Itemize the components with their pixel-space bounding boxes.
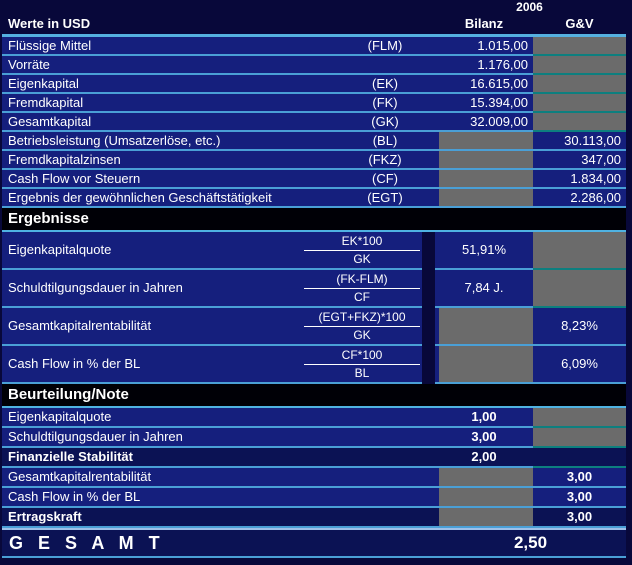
total-row	[2, 528, 626, 558]
locked-cell	[533, 37, 626, 56]
row-label: Gesamtkapitalrentabilität	[2, 468, 435, 488]
ratio-row	[2, 308, 626, 346]
financial-analysis-table	[2, 0, 626, 558]
row-label: Ergebnis der gewöhnlichen Geschäftstätigkeit	[2, 189, 335, 208]
row-code: (GK)	[335, 113, 435, 132]
locked-cell	[533, 270, 626, 308]
row-code: (FKZ)	[335, 151, 435, 170]
rating-row	[2, 408, 626, 428]
gv-value-cell[interactable]: 347,00	[533, 151, 626, 170]
locked-cell	[435, 170, 533, 189]
total-value: 2,50	[513, 533, 548, 552]
rating-value-cell: 3,00	[533, 468, 626, 488]
formula-fraction	[302, 232, 422, 270]
locked-cell	[435, 508, 533, 528]
row-label: Cash Flow in % der BL	[2, 488, 435, 508]
locked-cell	[435, 346, 533, 384]
formula-denominator: GK	[353, 327, 371, 342]
row-label: Cash Flow vor Steuern	[2, 170, 335, 189]
gv-value-cell[interactable]: 2.286,00	[533, 189, 626, 208]
row-code: (CF)	[335, 170, 435, 189]
row-label: Gesamtkapitalrentabilität	[2, 308, 302, 346]
row-label: Betriebsleistung (Umsatzerlöse, etc.)	[2, 132, 335, 151]
locked-cell	[435, 308, 533, 346]
rating-subtotal-row	[2, 508, 626, 528]
rating-row	[2, 428, 626, 448]
row-code: (EGT)	[335, 189, 435, 208]
row-label: Eigenkapitalquote	[2, 232, 302, 270]
row-label: Eigenkapitalquote	[2, 408, 435, 428]
table-row	[2, 37, 626, 56]
table-row	[2, 170, 626, 189]
ratio-row	[2, 232, 626, 270]
rating-row	[2, 468, 626, 488]
year-strip	[2, 0, 626, 14]
locked-cell	[533, 232, 626, 270]
locked-cell	[435, 151, 533, 170]
row-label: Fremdkapital	[2, 94, 335, 113]
row-label: Schuldtilgungsdauer in Jahren	[2, 428, 435, 448]
row-label: Gesamtkapital	[2, 113, 335, 132]
row-code: (FLM)	[335, 37, 435, 56]
rating-value-cell: 3,00	[435, 428, 533, 448]
locked-cell	[533, 408, 626, 428]
table-row	[2, 151, 626, 170]
bilanz-value-cell[interactable]: 16.615,00	[435, 75, 533, 94]
locked-cell	[533, 94, 626, 113]
total-label: G E S A M T	[9, 533, 165, 553]
locked-cell	[533, 75, 626, 94]
gv-value-cell[interactable]: 1.834,00	[533, 170, 626, 189]
table-row	[2, 132, 626, 151]
gv-value-cell[interactable]: 30.113,00	[533, 132, 626, 151]
formula-numerator: CF*100	[304, 348, 420, 365]
rating-value-cell: 1,00	[435, 408, 533, 428]
rating-value-cell: 3,00	[533, 488, 626, 508]
locked-cell	[435, 132, 533, 151]
rating-row	[2, 488, 626, 508]
formula-numerator: (FK-FLM)	[304, 272, 420, 289]
formula-denominator: BL	[354, 365, 370, 380]
table-row	[2, 75, 626, 94]
rating-value-cell: 2,00	[435, 448, 533, 468]
column-header-bilanz: Bilanz	[464, 16, 504, 31]
ratio-result-cell: 51,91%	[435, 232, 533, 270]
row-label: Eigenkapital	[2, 75, 335, 94]
locked-cell	[533, 56, 626, 75]
row-label: Flüssige Mittel	[2, 37, 335, 56]
formula-fraction	[302, 270, 422, 308]
ratio-result-cell: 6,09%	[533, 346, 626, 384]
ratio-row	[2, 346, 626, 384]
locked-cell	[533, 448, 626, 468]
section-header-beurteilung: Beurteilung/Note	[2, 384, 626, 408]
row-label: Ertragskraft	[2, 508, 435, 528]
locked-cell	[533, 113, 626, 132]
row-label: Finanzielle Stabilität	[2, 448, 435, 468]
row-label: Schuldtilgungsdauer in Jahren	[2, 270, 302, 308]
formula-denominator: CF	[354, 289, 370, 304]
column-header-row	[2, 14, 626, 37]
formula-numerator: (EGT+FKZ)*100	[304, 310, 420, 327]
locked-cell	[435, 468, 533, 488]
formula-fraction	[302, 346, 422, 384]
ratio-result-cell: 8,23%	[533, 308, 626, 346]
row-code	[335, 56, 435, 75]
rating-value-cell: 3,00	[533, 508, 626, 528]
bilanz-value-cell[interactable]: 1.176,00	[435, 56, 533, 75]
rating-subtotal-row	[2, 448, 626, 468]
section-header-ergebnisse: Ergebnisse	[2, 208, 626, 232]
locked-cell	[435, 488, 533, 508]
row-code: (EK)	[335, 75, 435, 94]
formula-fraction	[302, 308, 422, 346]
bilanz-value-cell[interactable]: 1.015,00	[435, 37, 533, 56]
bilanz-value-cell[interactable]: 15.394,00	[435, 94, 533, 113]
ratio-row	[2, 270, 626, 308]
row-label: Vorräte	[2, 56, 335, 75]
formula-denominator: GK	[353, 251, 371, 266]
row-label: Fremdkapitalzinsen	[2, 151, 335, 170]
locked-cell	[435, 189, 533, 208]
year-label: 2006	[516, 0, 543, 14]
formula-numerator: EK*100	[304, 234, 420, 251]
ratio-result-cell: 7,84 J.	[435, 270, 533, 308]
row-label: Cash Flow in % der BL	[2, 346, 302, 384]
table-row	[2, 189, 626, 208]
table-row	[2, 94, 626, 113]
locked-cell	[533, 428, 626, 448]
table-row	[2, 113, 626, 132]
bilanz-value-cell[interactable]: 32.009,00	[435, 113, 533, 132]
row-code: (BL)	[335, 132, 435, 151]
table-row	[2, 56, 626, 75]
sheet-title: Werte in USD	[8, 16, 91, 31]
column-header-gv: G&V	[565, 16, 594, 31]
row-code: (FK)	[335, 94, 435, 113]
